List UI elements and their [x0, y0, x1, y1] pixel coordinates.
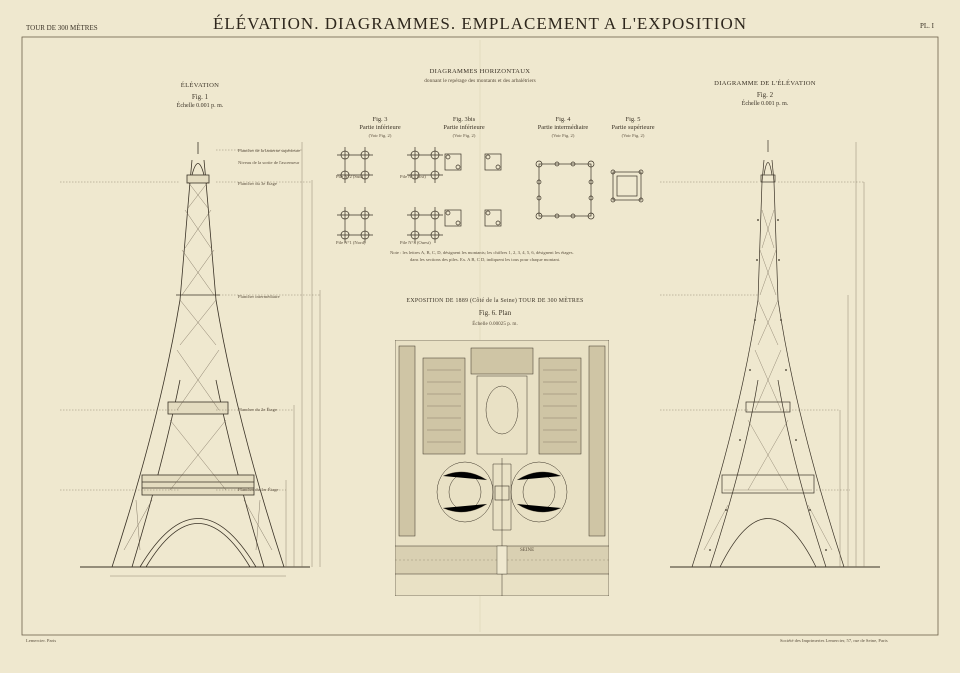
footer-left: Lemercier. Paris: [26, 638, 57, 643]
elevation-fig: Fig. 1: [191, 93, 209, 101]
fig3-label: Fig. 3 Partie inférieure (Voir Fig. 2): [359, 116, 401, 138]
horizontal-diagrams-title: DIAGRAMMES HORIZONTAUX: [429, 68, 531, 75]
annotation-lantern: Plancher de la lanterne supérieure: [238, 148, 301, 153]
horizontal-diagrams-drawing: [320, 140, 660, 260]
fig4-label: Fig. 4 Partie intermédiaire (Voir Fig. 2): [537, 116, 589, 138]
plan-title: EXPOSITION DE 1889 (Côté de la Seine) TOUR DE 300 MÈTRES: [406, 298, 584, 304]
diagram-elevation-drawing: [640, 120, 900, 580]
diagrams-note-line-2: dans les sections des piles. Ex. A B, C D, indiquent les tous pour chaque montant.: [410, 257, 561, 262]
horizontal-diagrams-subtitle: donnant le repérage des montants et des arbalétriers: [424, 78, 536, 84]
plate-title: ÉLÉVATION. DIAGRAMMES. EMPLACEMENT A L'EXPOSITION: [212, 14, 748, 33]
plate-left-header: TOUR DE 300 MÈTRES: [26, 24, 98, 32]
footer-right: Société des Imprimeries Lemercier, 57, rue de Seine, Paris: [780, 638, 888, 643]
diagrams-note-line-1: Note : les lettres A, B, C, D, désignent les montants; les chiffres 1, 2, 3, 4, 5, 6, désignent les étages.: [390, 250, 574, 255]
pile-label-1: Pile N°1 (Nord): [336, 240, 366, 245]
fig3bis-label: Fig. 3bis Partie inférieure (Voir Fig. 2): [443, 116, 485, 138]
fig5-label: Fig. 5 Partie supérieure (Voir Fig. 2): [611, 116, 655, 138]
annotation-second-floor: Plancher du 2e Étage: [238, 407, 277, 412]
annotation-third-floor: Plancher du 3e Étage: [238, 181, 277, 186]
diagram-elevation-scale: Échelle 0.001 p. m.: [741, 101, 789, 107]
plan-scale: Échelle 0.00025 p. m.: [472, 321, 518, 327]
plan-fig: Fig. 6. Plan: [478, 309, 512, 317]
diagram-elevation-fig: Fig. 2: [756, 91, 774, 99]
diagram-elevation-title: DIAGRAMME DE L'ÉLÉVATION: [714, 80, 816, 87]
elevation-scale: Échelle 0.001 p. m.: [176, 103, 224, 109]
pile-label-4: Pile N°4 (Ouest): [400, 240, 431, 245]
plate-number: PL. I: [920, 22, 934, 30]
annotation-elevator: Niveau de la sortie de l'ascenseur: [238, 160, 300, 165]
annotation-intermediate: Plancher intermédiaire: [238, 294, 280, 299]
pile-label-3: Pile N°3 (Est): [400, 174, 426, 179]
elevation-title: ÉLÉVATION: [180, 82, 220, 89]
exposition-plan-drawing: [395, 340, 609, 596]
pile-label-2: Pile N°2 (Sud): [336, 174, 364, 179]
annotation-first-floor: Plancher du 1er Étage: [238, 487, 279, 492]
plan-river-label: SEINE: [520, 548, 535, 553]
